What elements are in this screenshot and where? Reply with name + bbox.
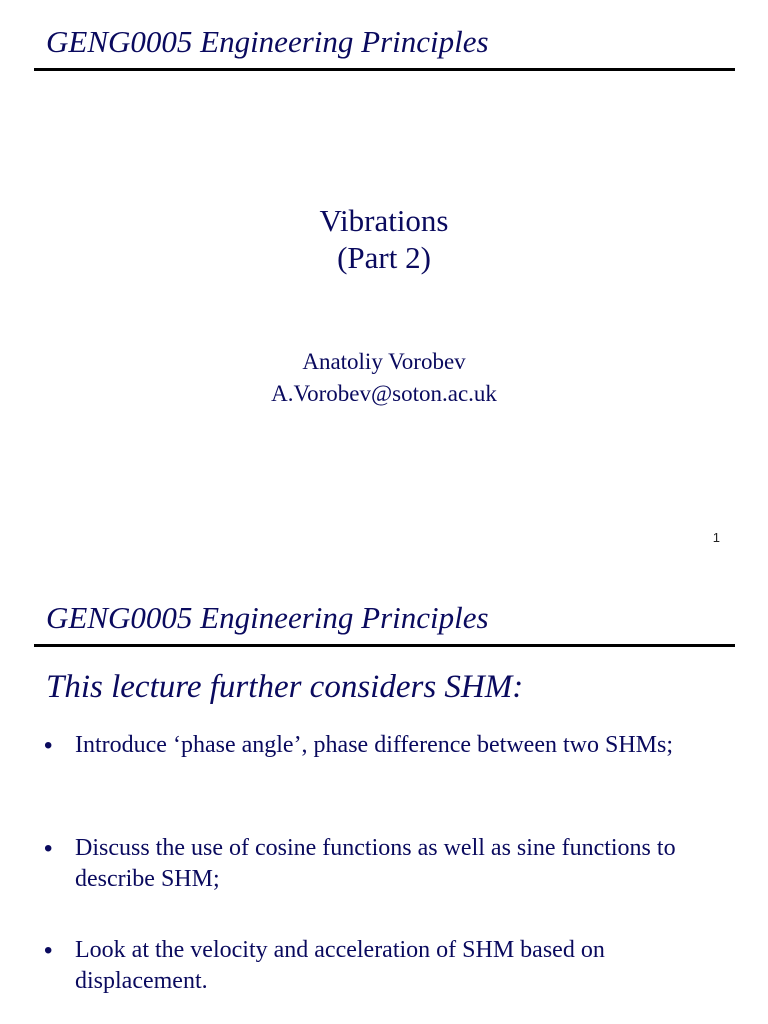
slide-title: Vibrations <box>319 203 449 238</box>
bullet-icon: • <box>44 937 53 964</box>
author-block <box>0 346 768 410</box>
author-email: A.Vorobev@soton.ac.uk <box>271 381 497 406</box>
page-number: 1 <box>712 530 720 545</box>
slide-header: GENG0005 Engineering Principles <box>46 600 489 635</box>
author-name: Anatoliy Vorobev <box>302 349 466 374</box>
lecture-heading: This lecture further considers SHM: <box>46 669 524 705</box>
header-divider <box>34 644 735 647</box>
slide-subtitle: (Part 2) <box>337 240 431 275</box>
title-block <box>0 202 768 276</box>
header-divider <box>34 68 735 71</box>
bullet-text: Introduce ‘phase angle’, phase difference between two SHMs; <box>75 732 674 758</box>
bullet-text: Discuss the use of cosine functions as well as sine functions to describe SHM; <box>75 835 676 892</box>
slide-header: GENG0005 Engineering Principles <box>46 24 489 59</box>
bullet-icon: • <box>44 732 53 759</box>
bullet-text: Look at the velocity and acceleration of SHM based on displacement. <box>75 937 605 994</box>
slide-2 <box>0 576 768 1024</box>
bullet-icon: • <box>44 835 53 862</box>
